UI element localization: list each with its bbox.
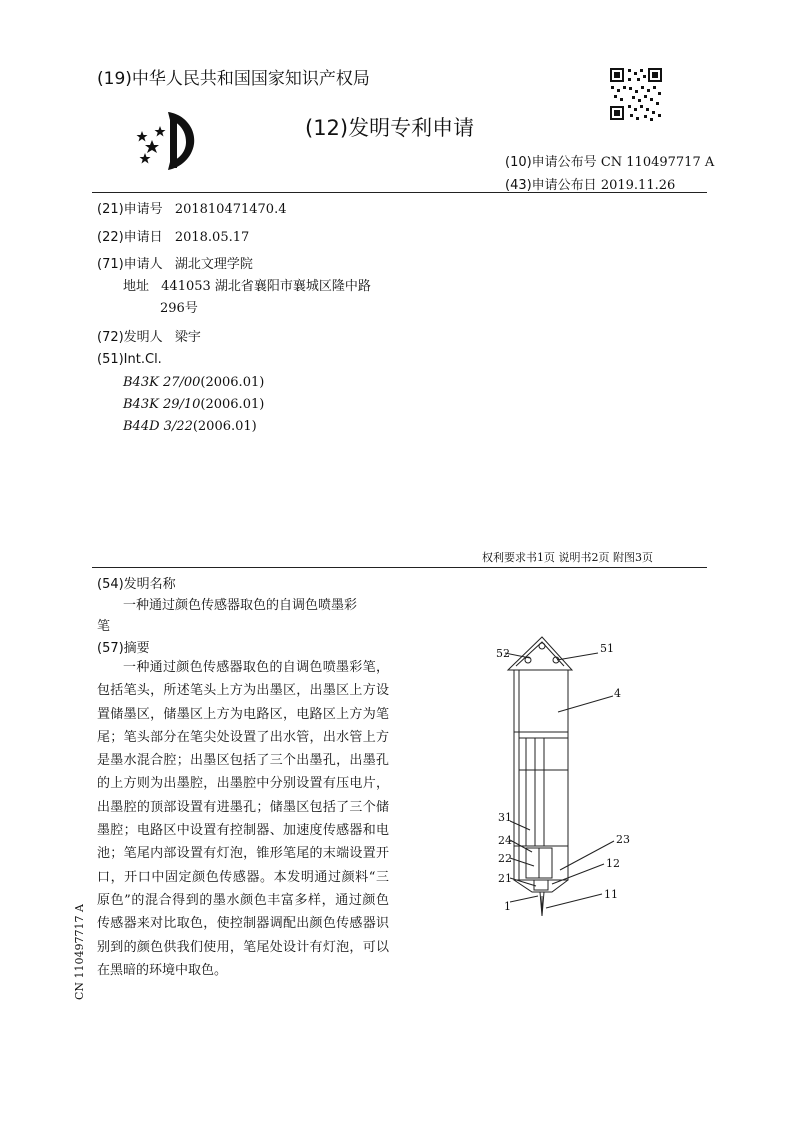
- applicant-value: 湖北文理学院: [174, 257, 253, 272]
- applicant: [97, 253, 253, 272]
- class-code: B43K 29/10: [123, 397, 201, 412]
- applicant-label: (71)申请人: [97, 257, 163, 272]
- class-date: (2006.01): [200, 397, 265, 412]
- publication-number-label: (10)申请公布号: [505, 155, 597, 170]
- qr-code: [608, 66, 664, 122]
- application-date-label: (22)申请日: [97, 230, 163, 245]
- label-21: 21: [498, 872, 512, 885]
- label-23: 23: [616, 833, 630, 846]
- int-cl: [97, 352, 170, 367]
- label-52: 52: [496, 647, 510, 660]
- section-rule: [92, 567, 707, 568]
- logo-bar: [170, 118, 177, 168]
- leader-4: [558, 696, 613, 712]
- label-31: 31: [498, 811, 512, 824]
- leader-11: [546, 894, 602, 908]
- publication-date: [505, 174, 675, 193]
- logo-star-1: [145, 140, 159, 153]
- abstract-label-text: (57)摘要: [97, 641, 150, 656]
- logo-star-4: [140, 153, 151, 164]
- label-4: 4: [614, 687, 621, 700]
- publication-number: [505, 151, 714, 170]
- publication-date-value: 2019.11.26: [600, 178, 676, 193]
- abstract-label: [97, 637, 158, 656]
- application-date: [97, 226, 249, 245]
- class-entry: [123, 397, 264, 412]
- label-51: 51: [600, 642, 614, 655]
- class-entry: [123, 375, 264, 390]
- leader-51: [557, 653, 598, 660]
- inventor: [97, 326, 201, 345]
- header-rule: [92, 192, 707, 193]
- abstract-text: 一种通过颜色传感器取色的自调色喷墨彩笔，包括笔头，所述笔头上方为出墨区，出墨区上方设置储墨区，储墨区上方为电路区，电路区上方为笔尾；笔头部分在笔尖处设置了出水管，出水管上方是墨水混合腔；出墨区包括了三个出墨孔，出墨孔的上方则为出墨腔，出墨腔中分别设置有压电片，出墨腔的顶部设置有进墨孔；储墨区包括了三个储墨腔；电路区中设置有控制器、加速度传感器和电池；笔尾内部设置有灯泡，锥形笔尾的末端设置开口，开口中固定颜色传感器。本发明通过颜料“三原色”的混合得到的墨水颜色丰富多样，通过颜色传感器来对比取色，使控制器调配出颜色传感器识别到的颜色供我们使用，笔尾处设计有灯泡，可以在黑暗的环境中取色。: [97, 660, 389, 978]
- application-number-value: 201810471470.4: [174, 202, 287, 217]
- side-publication-number: CN 110497717 A: [73, 904, 86, 1000]
- class-date: (2006.01): [200, 375, 265, 390]
- inventor-label: (72)发明人: [97, 330, 163, 345]
- mixing-chamber: [534, 880, 548, 890]
- address-label: 地址: [123, 279, 150, 294]
- label-12: 12: [606, 857, 620, 870]
- leader-12: [552, 864, 604, 884]
- application-number-label: (21)申请号: [97, 202, 163, 217]
- class-date: (2006.01): [192, 419, 257, 434]
- class-code: B44D 3/22: [123, 419, 193, 434]
- document-type: (12)发明专利申请: [305, 116, 475, 140]
- leader-21: [510, 878, 536, 886]
- class-entry: [123, 419, 257, 434]
- pages-info: 权利要求书1页 说明书2页 附图3页: [482, 551, 653, 564]
- label-11: 11: [604, 888, 618, 901]
- publication-number-value: CN 110497717 A: [600, 155, 715, 170]
- class-code: B43K 27/00: [123, 375, 201, 390]
- pen-drawing: [480, 630, 640, 930]
- label-22: 22: [498, 852, 512, 865]
- logo-star-3: [155, 126, 166, 137]
- address-line-2: 296号: [160, 301, 198, 316]
- address: [123, 275, 371, 294]
- inventor-value: 梁宇: [174, 330, 201, 345]
- address-line-1: 441053 湖北省襄阳市襄城区隆中路: [161, 279, 371, 294]
- office-name: (19)中华人民共和国国家知识产权局: [97, 69, 370, 89]
- publication-date-label: (43)申请公布日: [505, 178, 597, 193]
- invention-title-line-2: 笔: [97, 619, 111, 634]
- tail-opening: [539, 643, 545, 649]
- application-date-value: 2018.05.17: [174, 230, 250, 245]
- logo-star-2: [137, 131, 148, 142]
- title-label: [97, 573, 184, 592]
- application-number: [97, 198, 286, 217]
- title-label-text: (54)发明名称: [97, 577, 176, 592]
- cnipa-logo: [130, 104, 210, 174]
- leader-1: [510, 896, 538, 902]
- label-1: 1: [504, 900, 511, 913]
- leader-31: [510, 821, 530, 830]
- label-24: 24: [498, 834, 512, 847]
- int-cl-label: (51)Int.Cl.: [97, 352, 162, 367]
- invention-title-line-1: 一种通过颜色传感器取色的自调色喷墨彩: [123, 598, 358, 613]
